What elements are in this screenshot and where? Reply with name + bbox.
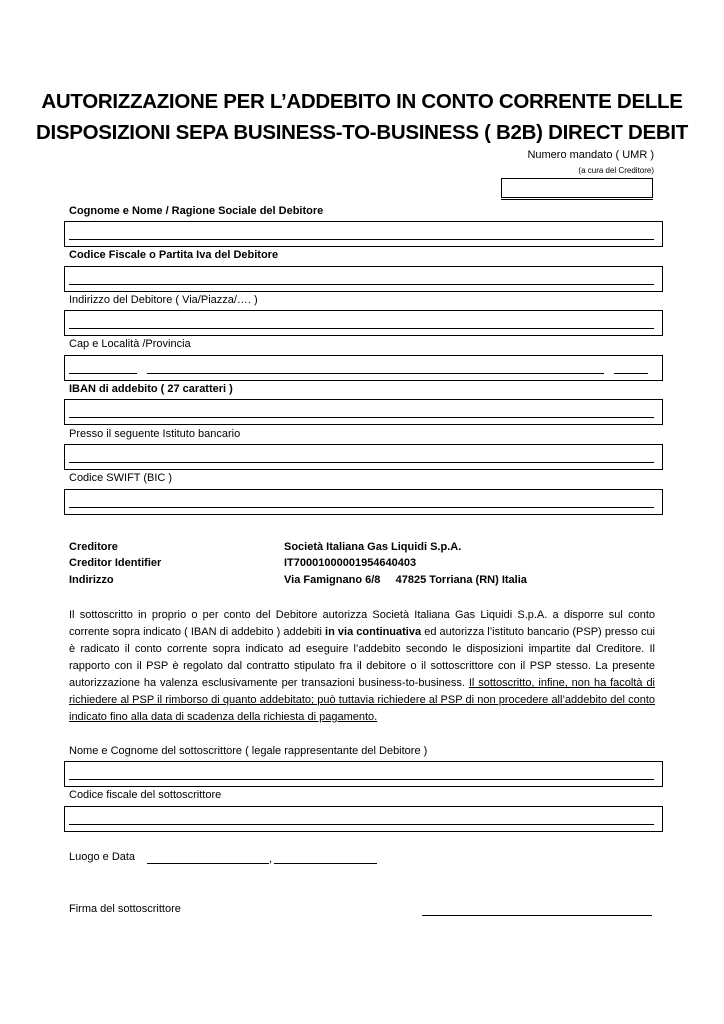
iban-label: IBAN di addebito ( 27 caratteri ) [69,383,233,395]
creditor-address-label: Indirizzo [69,574,114,586]
swift-label: Codice SWIFT (BIC ) [69,472,173,484]
debtor-city-label: Cap e Località /Provincia [69,338,191,350]
authorization-text-part-2: ed autorizza l’istituto bancario (PSP) presso cui è radicato il conto corrente sopra indicato ad eseguire l’addebito secondo le disposizioni impartite dal Creditore. Il rapporto con il PSP è regolato dal contratto stipulato fra il debitore o il sottoscrittore con il PSP stesso. La presente autorizzazione ha valenza esclusivamente per transazioni business-to-business. [69,626,656,689]
creditor-identifier-value: IT70001000001954640403 [284,557,417,569]
debtor-address-label: Indirizzo del Debitore ( Via/Piazza/…. ) [69,294,258,306]
authorization-text-refund-clause: Il sottoscritto, infine, non ha facoltà di richiedere al PSP il rimborso di quanto addebitato; può tuttavia richiedere al PSP di non procedere all’addebito del conto indicato fino alla data di scadenza della richiesta di pagamento. [69,677,656,723]
place-date-label: Luogo e Data [69,851,136,863]
bank-field[interactable] [64,444,663,470]
postal-code-segment [69,373,137,374]
authorization-paragraph [69,607,655,726]
creditor-label: Creditore [69,541,118,553]
authorization-text-continuous: in via continuativa [325,626,422,638]
debtor-tax-code-field[interactable] [64,266,663,292]
mandate-number-note: (a cura del Creditore) [578,166,654,175]
swift-field[interactable] [64,489,663,515]
place-date-separator: , [269,853,273,865]
signature-label: Firma del sottoscrittore [69,903,181,915]
creditor-identifier-label: Creditor Identifier [69,557,162,569]
mandate-number-underline [501,199,653,200]
debtor-name-label: Cognome e Nome / Ragione Sociale del Debitore [69,205,324,217]
mandate-number-field[interactable] [501,178,653,198]
locality-segment [147,373,604,374]
debtor-address-field[interactable] [64,310,663,336]
date-field[interactable] [274,863,377,864]
bank-label: Presso il seguente Istituto bancario [69,428,241,440]
province-segment [614,373,648,374]
form-title-line-2: DISPOSIZIONI SEPA BUSINESS-TO-BUSINESS ( B2B) DIRECT DEBIT [36,121,688,144]
signer-tax-code-label: Codice fiscale del sottoscrittore [69,789,222,801]
creditor-value: Società Italiana Gas Liquidi S.p.A. [284,541,462,553]
form-title-line-1: AUTORIZZAZIONE PER L’ADDEBITO IN CONTO CORRENTE DELLE [41,90,683,113]
signature-field[interactable] [422,915,652,916]
debtor-tax-code-label: Codice Fiscale o Partita Iva del Debitore [69,249,279,261]
signer-tax-code-field[interactable] [64,806,663,832]
iban-field[interactable] [64,399,663,425]
authorization-text-part-1: Il sottoscritto in proprio o per conto del Debitore autorizza Società Italiana Gas Liquidi S.p.A. a disporre sul conto corrente sopra indicato ( IBAN di addebito ) addebiti [69,609,655,638]
mandate-number-label: Numero mandato ( UMR ) [527,149,654,161]
debtor-name-field[interactable] [64,221,663,247]
signer-name-label: Nome e Cognome del sottoscrittore ( legale rappresentante del Debitore ) [69,745,428,757]
place-field[interactable] [147,863,269,864]
debtor-city-field[interactable] [64,355,663,381]
creditor-address-value: Via Famignano 6/8 47825 Torriana (RN) Italia [284,574,527,586]
signer-name-field[interactable] [64,761,663,787]
